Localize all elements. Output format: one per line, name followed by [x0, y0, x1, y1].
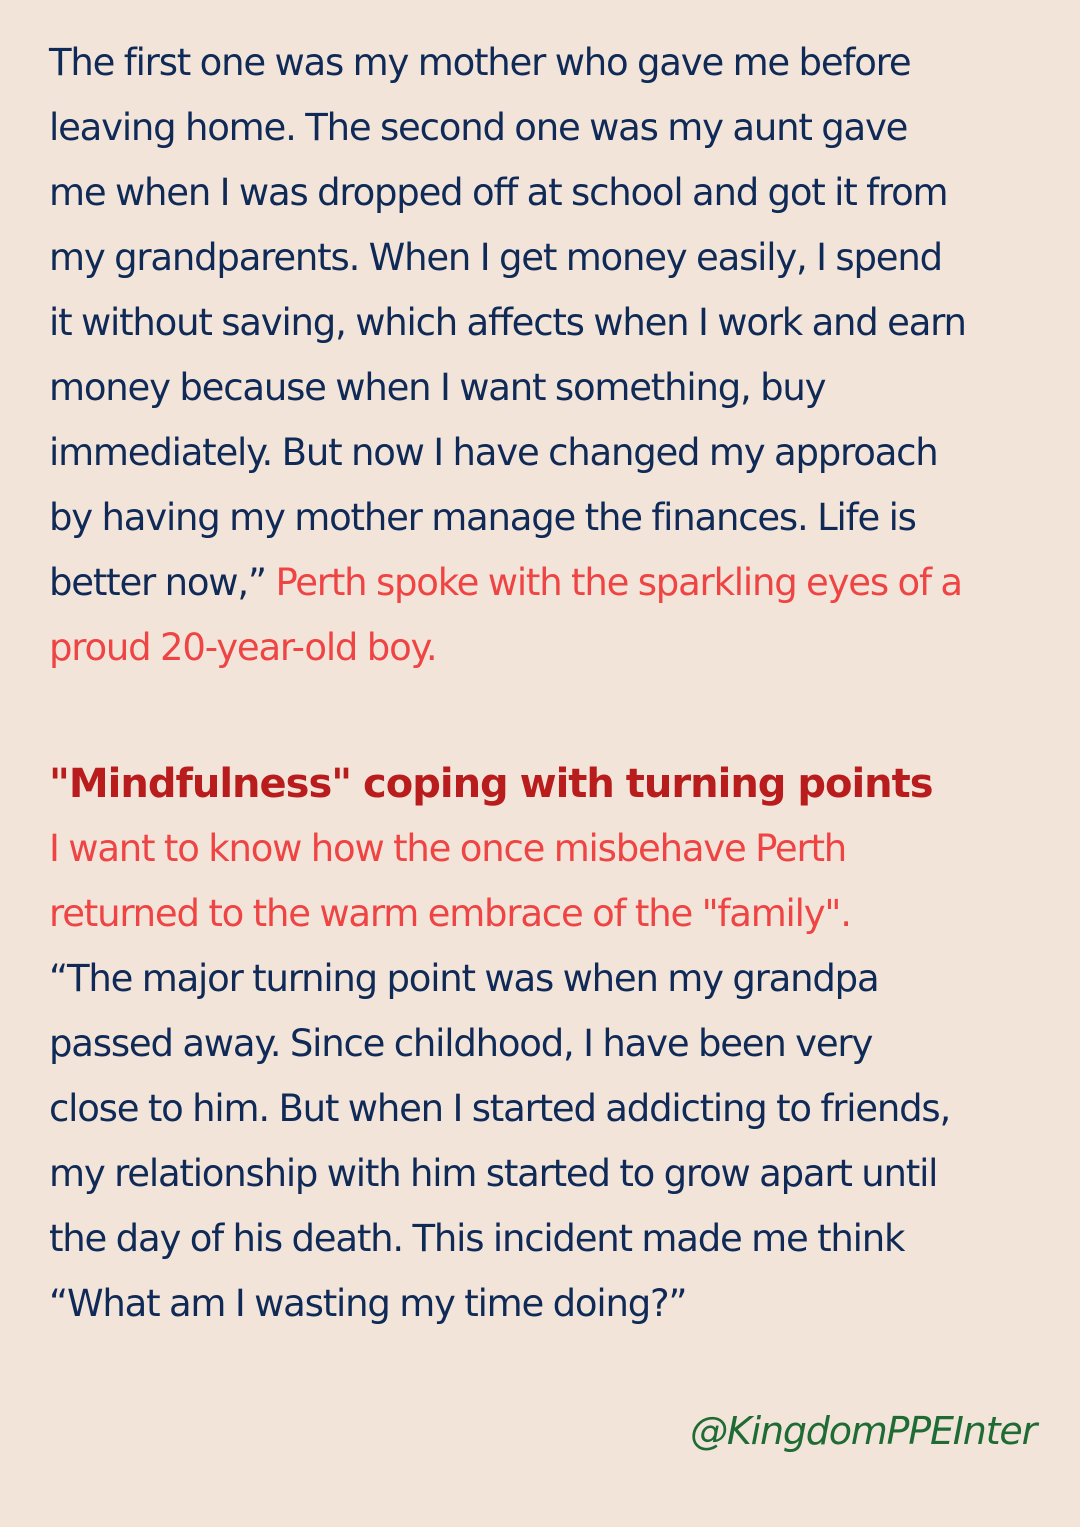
quote-end-text: better now,”	[49, 561, 276, 604]
text-line: by having my mother manage the finances. Life is	[49, 496, 916, 539]
text-line: leaving home. The second one was my aunt gave	[49, 106, 908, 149]
text-line: my grandparents. When I get money easily, I spend	[49, 236, 942, 279]
text-line-mixed	[49, 550, 1039, 615]
text-line: close to him. But when I started addicting to friends,	[49, 1087, 951, 1130]
text-line: my relationship with him started to grow apart until	[49, 1152, 938, 1195]
text-line: passed away. Since childhood, I have been very	[49, 1022, 873, 1065]
social-handle: @KingdomPPEInter	[690, 1409, 1036, 1453]
article-body	[49, 30, 1039, 1336]
section-heading: "Mindfulness" coping with turning points	[49, 761, 933, 807]
text-line: the day of his death. This incident made me think	[49, 1217, 905, 1260]
text-line: I want to know how the once misbehave Perth	[49, 827, 847, 870]
text-line: money because when I want something, buy	[49, 366, 826, 409]
section-intro	[49, 816, 1039, 946]
narration-highlight: proud 20-year-old boy.	[49, 626, 437, 669]
paragraph-quote-turning-point	[49, 946, 1039, 1336]
text-line: “What am I wasting my time doing?”	[49, 1282, 687, 1325]
narration-highlight: Perth spoke with the sparkling eyes of a	[275, 561, 962, 604]
text-line: immediately. But now I have changed my approach	[49, 431, 938, 474]
text-line: “The major turning point was when my grandpa	[49, 957, 879, 1000]
section-spacer	[49, 680, 1039, 752]
text-line: returned to the warm embrace of the "family".	[49, 892, 851, 935]
text-line: me when I was dropped off at school and got it from	[49, 171, 948, 214]
text-line: it without saving, which affects when I work and earn	[49, 301, 966, 344]
paragraph-quote-finances	[49, 30, 1039, 680]
text-line: The first one was my mother who gave me before	[49, 41, 911, 84]
